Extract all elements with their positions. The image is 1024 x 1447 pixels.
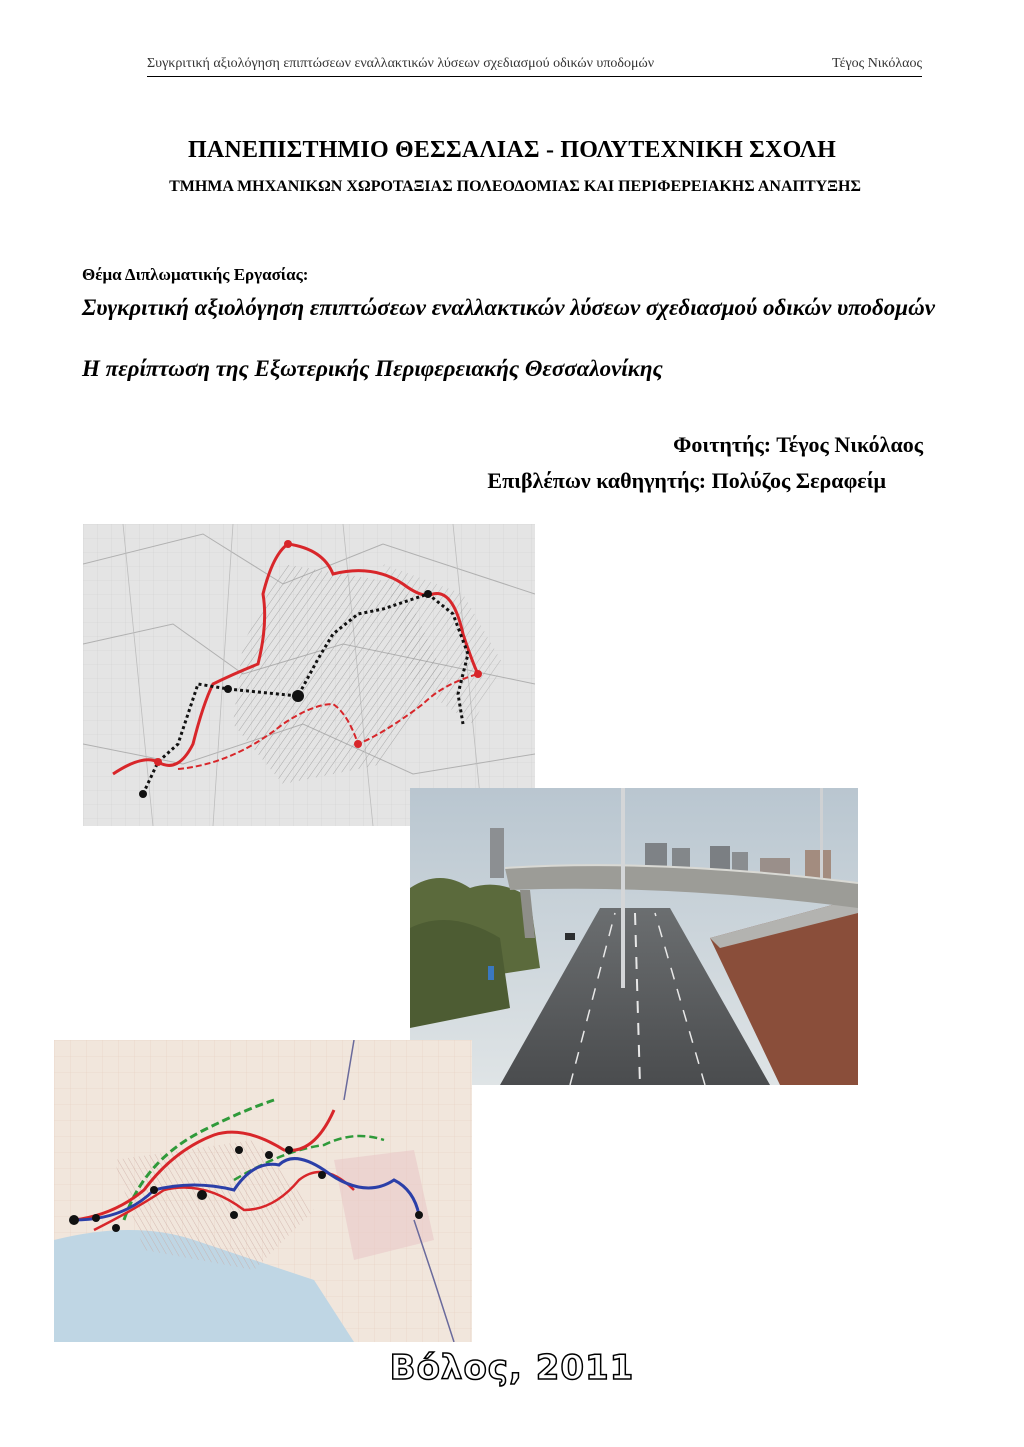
supervisor-name: Επιβλέπων καθηγητής: Πολύζος Σεραφείμ	[487, 468, 886, 493]
running-header	[147, 50, 922, 77]
student-name: Φοιτητής: Τέγος Νικόλαος	[673, 432, 923, 457]
thesis-title: Συγκριτική αξιολόγηση επιπτώσεων εναλλακτικών λύσεων σχεδιασμού οδικών υποδομών	[82, 295, 935, 320]
route-map-grayscale	[83, 524, 535, 826]
motorway-photo	[410, 788, 858, 1085]
route-map-grayscale-svg	[83, 524, 535, 826]
route-map-alternatives	[54, 1040, 472, 1342]
thesis-label: Θέμα Διπλωματικής Εργασίας:	[82, 265, 309, 284]
running-title: Συγκριτική αξιολόγηση επιπτώσεων εναλλακτικών λύσεων σχεδιασμού οδικών υποδομών	[147, 56, 655, 71]
route-map-alternatives-svg	[54, 1040, 472, 1342]
place-and-year: Βόλος, 2011	[389, 1348, 635, 1388]
running-author: Τέγος Νικόλαος	[832, 56, 922, 71]
motorway-photo-svg	[410, 788, 858, 1085]
department-title: ΤΜΗΜΑ ΜΗΧΑΝΙΚΩΝ ΧΩΡΟΤΑΞΙΑΣ ΠΟΛΕΟΔΟΜΙΑΣ ΚΑΙ ΠΕΡΙΦΕΡΕΙΑΚΗΣ ΑΝΑΠΤΥΞΗΣ	[169, 178, 861, 195]
thesis-subtitle: Η περίπτωση της Εξωτερικής Περιφερειακής Θεσσαλονίκης	[82, 356, 663, 381]
university-title: ΠΑΝΕΠΙΣΤΗΜΙΟ ΘΕΣΣΑΛΙΑΣ - ΠΟΛΥΤΕΧΝΙΚΗ ΣΧΟΛΗ	[188, 137, 836, 163]
